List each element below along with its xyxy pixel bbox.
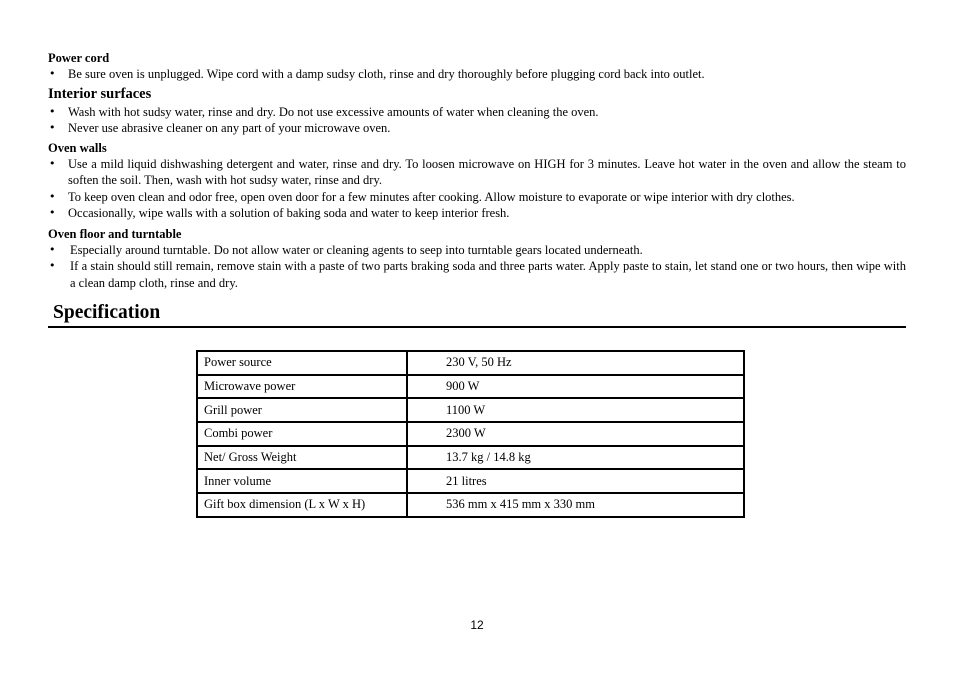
spec-label: Microwave power	[197, 375, 407, 399]
spec-value: 13.7 kg / 14.8 kg	[407, 446, 744, 470]
table-row	[197, 422, 744, 446]
spec-value: 2300 W	[407, 422, 744, 446]
oven-walls-list	[48, 156, 906, 222]
spec-value: 21 litres	[407, 469, 744, 493]
spec-value: 536 mm x 415 mm x 330 mm	[407, 493, 744, 517]
interior-list	[48, 104, 906, 137]
list-item: • Never use abrasive cleaner on any part of your microwave oven.	[49, 121, 391, 135]
list-item: • Wash with hot sudsy water, rinse and dry. Do not use excessive amounts of water when cleaning the oven.	[49, 104, 599, 119]
heading-oven-walls: Oven walls	[48, 140, 107, 155]
bullet-icon: •	[49, 189, 56, 203]
spec-label: Gift box dimension (L x W x H)	[197, 493, 407, 517]
section-oven-walls	[48, 140, 906, 222]
heading-interior-surfaces: Interior surfaces	[48, 85, 152, 102]
bullet-icon: •	[49, 67, 56, 80]
table-row	[197, 446, 744, 470]
table-row	[197, 469, 744, 493]
spec-label: Inner volume	[197, 469, 407, 493]
spec-value: 900 W	[407, 375, 744, 399]
specification-table	[196, 350, 745, 518]
bullet-icon: •	[49, 206, 56, 219]
spec-label: Combi power	[197, 422, 407, 446]
table-row	[197, 375, 744, 399]
list-item: • Especially around turntable. Do not allow water or cleaning agents to seep into turntable gears located underneath.	[49, 242, 643, 257]
power-cord-list	[48, 66, 906, 83]
list-item: • Be sure oven is unplugged. Wipe cord with a damp sudsy cloth, rinse and dry thoroughly before plugging cord back into outlet.	[49, 67, 705, 81]
heading-power-cord: Power cord	[48, 51, 110, 65]
list-item: • Occasionally, wipe walls with a solution of baking soda and water to keep interior fresh.	[49, 206, 510, 220]
spec-label: Power source	[197, 351, 407, 375]
table-row	[197, 493, 744, 517]
section-interior-surfaces	[48, 85, 906, 137]
section-oven-floor	[48, 226, 906, 292]
cleaning-instructions	[48, 50, 906, 291]
specification-title: Specification	[48, 300, 906, 328]
page-number: 12	[470, 618, 484, 632]
list-item: • Use a mild liquid dishwashing detergent and water, rinse and dry. To loosen microwave on HIGH for 3 minutes. Leave hot water in the oven and allow the steam to soften the soil. Then, wash with hot sudsy water, rinse and dry.	[49, 156, 906, 187]
bullet-icon: •	[49, 242, 56, 256]
bullet-icon: •	[49, 259, 56, 272]
spec-value: 230 V, 50 Hz	[407, 351, 744, 375]
bullet-icon: •	[49, 104, 56, 118]
bullet-icon: •	[49, 121, 56, 134]
spec-label: Net/ Gross Weight	[197, 446, 407, 470]
table-row	[197, 351, 744, 375]
oven-floor-list	[48, 242, 906, 292]
spec-value: 1100 W	[407, 398, 744, 422]
list-item: • To keep oven clean and odor free, open oven door for a few minutes after cooking. Allow moisture to evaporate or wipe interior with dry clothes.	[49, 189, 795, 204]
bullet-icon: •	[49, 156, 56, 170]
table-row	[197, 398, 744, 422]
section-power-cord	[48, 50, 906, 83]
spec-label: Grill power	[197, 398, 407, 422]
list-item: • If a stain should still remain, remove stain with a paste of two parts braking soda and three parts water. Apply paste to stain, let stand one or two hours, then wipe with a clean damp cloth, rinse and dry.	[49, 259, 906, 290]
heading-oven-floor: Oven floor and turntable	[48, 226, 182, 241]
